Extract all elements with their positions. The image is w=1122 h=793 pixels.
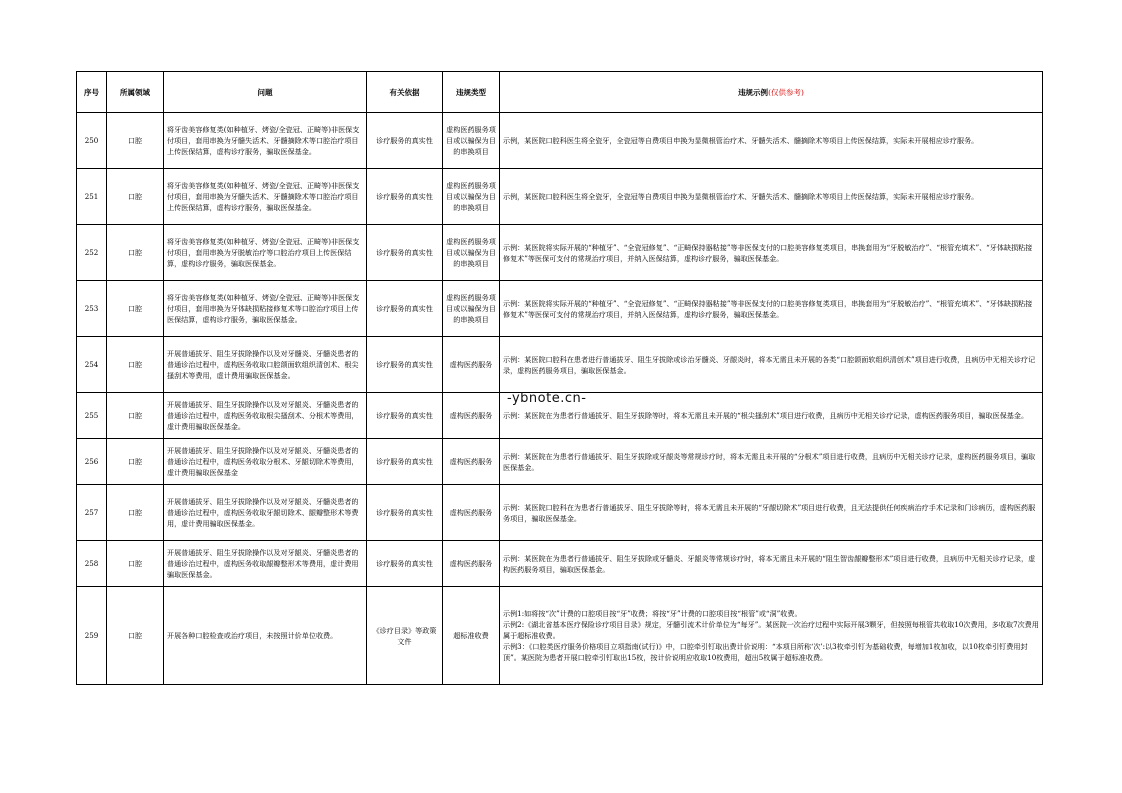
example-line: 示例：某医院口腔科在为患者行普通拔牙、阻生牙拔除等时，将本无需且未开展的“牙龈切除术”项目进行收费，且无法提供任何疾病治疗手术记录和门诊病历，虚构医药服务项目，骗取医保基金。 bbox=[503, 502, 1036, 523]
row-example-cell bbox=[500, 225, 1043, 281]
row-type-cell: 虚构医药服务 bbox=[443, 393, 500, 439]
row-type-cell: 虚构医药服务 bbox=[443, 337, 500, 393]
row-example-cell bbox=[500, 337, 1043, 393]
row-example-cell bbox=[500, 439, 1043, 485]
header-example bbox=[500, 72, 1043, 113]
row-basis-cell: 诊疗服务的真实性 bbox=[367, 541, 443, 587]
header-example-note: (仅供参考) bbox=[768, 87, 804, 97]
example-line: 示例：某医院在为患者行普通拔牙、阻生牙拔除等时，将本无需且未开展的“根尖搔刮术”项目进行收费，且病历中无相关诊疗记录，虚构医药服务项目，骗取医保基金。 bbox=[503, 411, 1029, 420]
row-issue-cell: 开展普通拔牙、阻生牙拔除操作以及对牙髓炎、牙髓炎患者的普通诊治过程中，虚构医务收取口腔颌面软组织清创术、根尖搔刮术等费用，虚计费用骗取医保基金。 bbox=[164, 337, 367, 393]
row-basis-cell: 诊疗服务的真实性 bbox=[367, 169, 443, 225]
row-example-cell bbox=[500, 113, 1043, 169]
table-row bbox=[77, 337, 1043, 393]
watermark-text: -ybnote.cn- bbox=[507, 391, 587, 406]
row-issue-cell: 开展各种口腔检查或治疗项目，未按照计价单位收费。 bbox=[164, 587, 367, 685]
row-type-cell: 虚构医药服务 bbox=[443, 485, 500, 541]
row-domain-cell: 口腔 bbox=[107, 337, 164, 393]
row-domain-cell: 口腔 bbox=[107, 113, 164, 169]
violation-table bbox=[76, 71, 1043, 685]
header-issue: 问题 bbox=[164, 72, 367, 113]
row-issue-cell: 将牙齿美容修复类(如种植牙、烤瓷/全瓷冠、正畸等)非医保支付项目，套用串换为牙髓失活术、牙髓摘除术等口腔治疗项目上传医保结算，虚构诊疗服务，骗取医保基金。 bbox=[164, 169, 367, 225]
row-example-cell bbox=[500, 281, 1043, 337]
row-basis-cell: 诊疗服务的真实性 bbox=[367, 225, 443, 281]
row-domain-cell: 口腔 bbox=[107, 393, 164, 439]
row-seq-cell: 254 bbox=[77, 337, 107, 393]
table-row bbox=[77, 281, 1043, 337]
row-basis-cell: 诊疗服务的真实性 bbox=[367, 113, 443, 169]
row-seq-cell: 256 bbox=[77, 439, 107, 485]
row-example-cell bbox=[500, 541, 1043, 587]
table-row bbox=[77, 113, 1043, 169]
example-line: 示例2:《湖北省基本医疗保险诊疗项目目录》规定，牙髓引流术计价单位为“每牙”。某医院一次治疗过程中实际开展3颗牙，但按照每根管共收取10次费用，多收取7次费用属于超标准收费。 bbox=[503, 620, 1039, 640]
row-domain-cell: 口腔 bbox=[107, 225, 164, 281]
row-basis-cell: 诊疗服务的真实性 bbox=[367, 281, 443, 337]
row-domain-cell: 口腔 bbox=[107, 541, 164, 587]
row-seq-cell: 250 bbox=[77, 113, 107, 169]
row-domain-cell: 口腔 bbox=[107, 485, 164, 541]
table-header-row bbox=[77, 72, 1043, 113]
table-row bbox=[77, 225, 1043, 281]
table-row bbox=[77, 541, 1043, 587]
row-domain-cell: 口腔 bbox=[107, 587, 164, 685]
row-seq-cell: 258 bbox=[77, 541, 107, 587]
example-line: 示例1:如将按“次”计费的口腔项目按“牙”收费；将按“牙”计费的口腔项目按“根管”或“洞”收费。 bbox=[503, 609, 802, 618]
row-issue-cell: 开展普通拔牙、阻生牙拔除操作以及对牙龈炎、牙髓炎患者的普通诊治过程中，虚构医务收取分根术、牙龈切除术等费用，虚计费用骗取医保基金 bbox=[164, 439, 367, 485]
row-type-cell: 虚构医药服务项目或以骗保为目的串换项目 bbox=[443, 225, 500, 281]
example-line: 示例：某医院将实际开展的“种植牙”、“全瓷冠修复”、“正畸保持器粘接”等非医保支付的口腔美容修复类项目，串换套用为“牙脱敏治疗”、“根管充填术”、“牙体缺损粘接修复术”等医保可支付的常规治疗项目，并纳入医保结算，虚构诊疗服务，骗取医保基金。 bbox=[503, 298, 1033, 319]
row-type-cell: 超标准收费 bbox=[443, 587, 500, 685]
table-row bbox=[77, 439, 1043, 485]
row-issue-cell: 开展普通拔牙、阻生牙拔除操作以及对牙龈炎、牙髓炎患者的普通诊治过程中，虚构医务收取牙龈切除术、龈瓣整形术等费用，虚计费用骗取医保基金。 bbox=[164, 485, 367, 541]
row-issue-cell: 开展普通拔牙、阻生牙拔除操作以及对牙龈炎、牙髓炎患者的普通诊治过程中，虚构医务收取龈瓣整形术等费用，虚计费用骗取医保基金。 bbox=[164, 541, 367, 587]
row-type-cell: 虚构医药服务项目或以骗保为目的串换项目 bbox=[443, 281, 500, 337]
row-basis-cell: 诊疗服务的真实性 bbox=[367, 393, 443, 439]
row-basis-cell: 诊疗服务的真实性 bbox=[367, 337, 443, 393]
row-type-cell: 虚构医药服务项目或以骗保为目的串换项目 bbox=[443, 113, 500, 169]
row-issue-cell: 将牙齿美容修复类(如种植牙、烤瓷/全瓷冠、正畸等)非医保支付项目，套用串换为牙体缺损粘接修复术等口腔治疗项目上传医保结算，虚构诊疗服务，骗取医保基金。 bbox=[164, 281, 367, 337]
row-domain-cell: 口腔 bbox=[107, 281, 164, 337]
row-basis-cell: 《诊疗目录》等政策文件 bbox=[367, 587, 443, 685]
example-line: 示例：某医院在为患者行普通拔牙、阻生牙拔除或牙龈炎等常规诊疗时，将本无需且未开展的“分根术”项目进行收费，且病历中无相关诊疗记录，虚构医药服务项目，骗取医保基金。 bbox=[503, 451, 1036, 472]
row-basis-cell: 诊疗服务的真实性 bbox=[367, 439, 443, 485]
row-seq-cell: 257 bbox=[77, 485, 107, 541]
row-issue-cell: 开展普通拔牙、阻生牙拔除操作以及对牙龈炎、牙髓炎患者的普通诊治过程中，虚构医务收取根尖搔刮术、分根术等费用，虚计费用骗取医保基金。 bbox=[164, 393, 367, 439]
row-seq-cell: 255 bbox=[77, 393, 107, 439]
row-type-cell: 虚构医药服务 bbox=[443, 541, 500, 587]
table-row bbox=[77, 587, 1043, 685]
header-type: 违规类型 bbox=[443, 72, 500, 113]
header-basis: 有关依据 bbox=[367, 72, 443, 113]
example-line: 示例：某医院口腔科在患者进行普通拔牙、阻生牙拔除或诊治牙髓炎、牙龈炎时，将本无需且未开展的各类“口腔颌面软组织清创术”项目进行收费，且病历中无相关诊疗记录，虚构医药服务项目，骗取医保基金。 bbox=[503, 354, 1036, 375]
example-line: 示例：某医院将实际开展的“种植牙”、“全瓷冠修复”、“正畸保持器粘接”等非医保支付的口腔美容修复类项目，串换套用为“牙脱敏治疗”、“根管充填术”、“牙体缺损粘接修复术”等医保可支付的常规治疗项目，并纳入医保结算，虚构诊疗服务，骗取医保基金。 bbox=[503, 242, 1033, 263]
row-domain-cell: 口腔 bbox=[107, 439, 164, 485]
example-line: 示例，某医院口腔科医生将全瓷牙，全瓷冠等自费项目申换为显微根管治疗术、牙髓失活术、髓摘除术等项目上传医保结算，实际未开展相应诊疗服务。 bbox=[503, 136, 979, 145]
row-basis-cell: 诊疗服务的真实性 bbox=[367, 485, 443, 541]
example-line: 示例3：《口腔类医疗服务价格项目立项指南(试行)》中，口腔牵引钉取出费计价说明：“本项目所称‘次’:以3枚牵引钉为基础收费，每增加1枚加收，以10枚牵引钉费用封顶”。某医院为患者开展口腔牵引钉取出15枚，按计价说明应收取10枚费用，超出5枚属于超标准收费。 bbox=[503, 642, 1028, 662]
row-example-cell bbox=[500, 485, 1043, 541]
example-line: 示例：某医院在为患者行普通拔牙、阻生牙拔除或牙髓炎、牙龈炎等常规诊疗时，将本无需且未开展的“阻生智齿龈瓣整形术”项目进行收费，且病历中无相关诊疗记录，虚构医药服务项目，骗取医保基金。 bbox=[503, 553, 1036, 574]
table-row bbox=[77, 169, 1043, 225]
table-row bbox=[77, 485, 1043, 541]
row-seq-cell: 253 bbox=[77, 281, 107, 337]
row-seq-cell: 259 bbox=[77, 587, 107, 685]
row-seq-cell: 252 bbox=[77, 225, 107, 281]
row-type-cell: 虚构医药服务 bbox=[443, 439, 500, 485]
header-example-label: 违规示例 bbox=[738, 87, 769, 97]
row-issue-cell: 将牙齿美容修复类(如种植牙、烤瓷/全瓷冠、正畸等)非医保支付项目，套用串换为牙髓失活术、牙髓摘除术等口腔治疗项目上传医保结算，虚构诊疗服务，骗取医保基金。 bbox=[164, 113, 367, 169]
row-type-cell: 虚构医药服务项目或以骗保为目的串换项目 bbox=[443, 169, 500, 225]
header-seq: 序号 bbox=[77, 72, 107, 113]
row-issue-cell: 将牙齿美容修复类(如种植牙、烤瓷/全瓷冠、正畸等)非医保支付项目，套用串换为牙脱敏治疗等口腔治疗项目上传医保结算，虚构诊疗服务，骗取医保基金。 bbox=[164, 225, 367, 281]
row-example-cell bbox=[500, 169, 1043, 225]
row-domain-cell: 口腔 bbox=[107, 169, 164, 225]
row-example-cell bbox=[500, 587, 1043, 685]
example-line: 示例，某医院口腔科医生将全瓷牙，全瓷冠等自费项目申换为显微根管治疗术、牙髓失活术、髓摘除术等项目上传医保结算，实际未开展相应诊疗服务。 bbox=[503, 192, 979, 201]
header-domain: 所属领域 bbox=[107, 72, 164, 113]
row-seq-cell: 251 bbox=[77, 169, 107, 225]
